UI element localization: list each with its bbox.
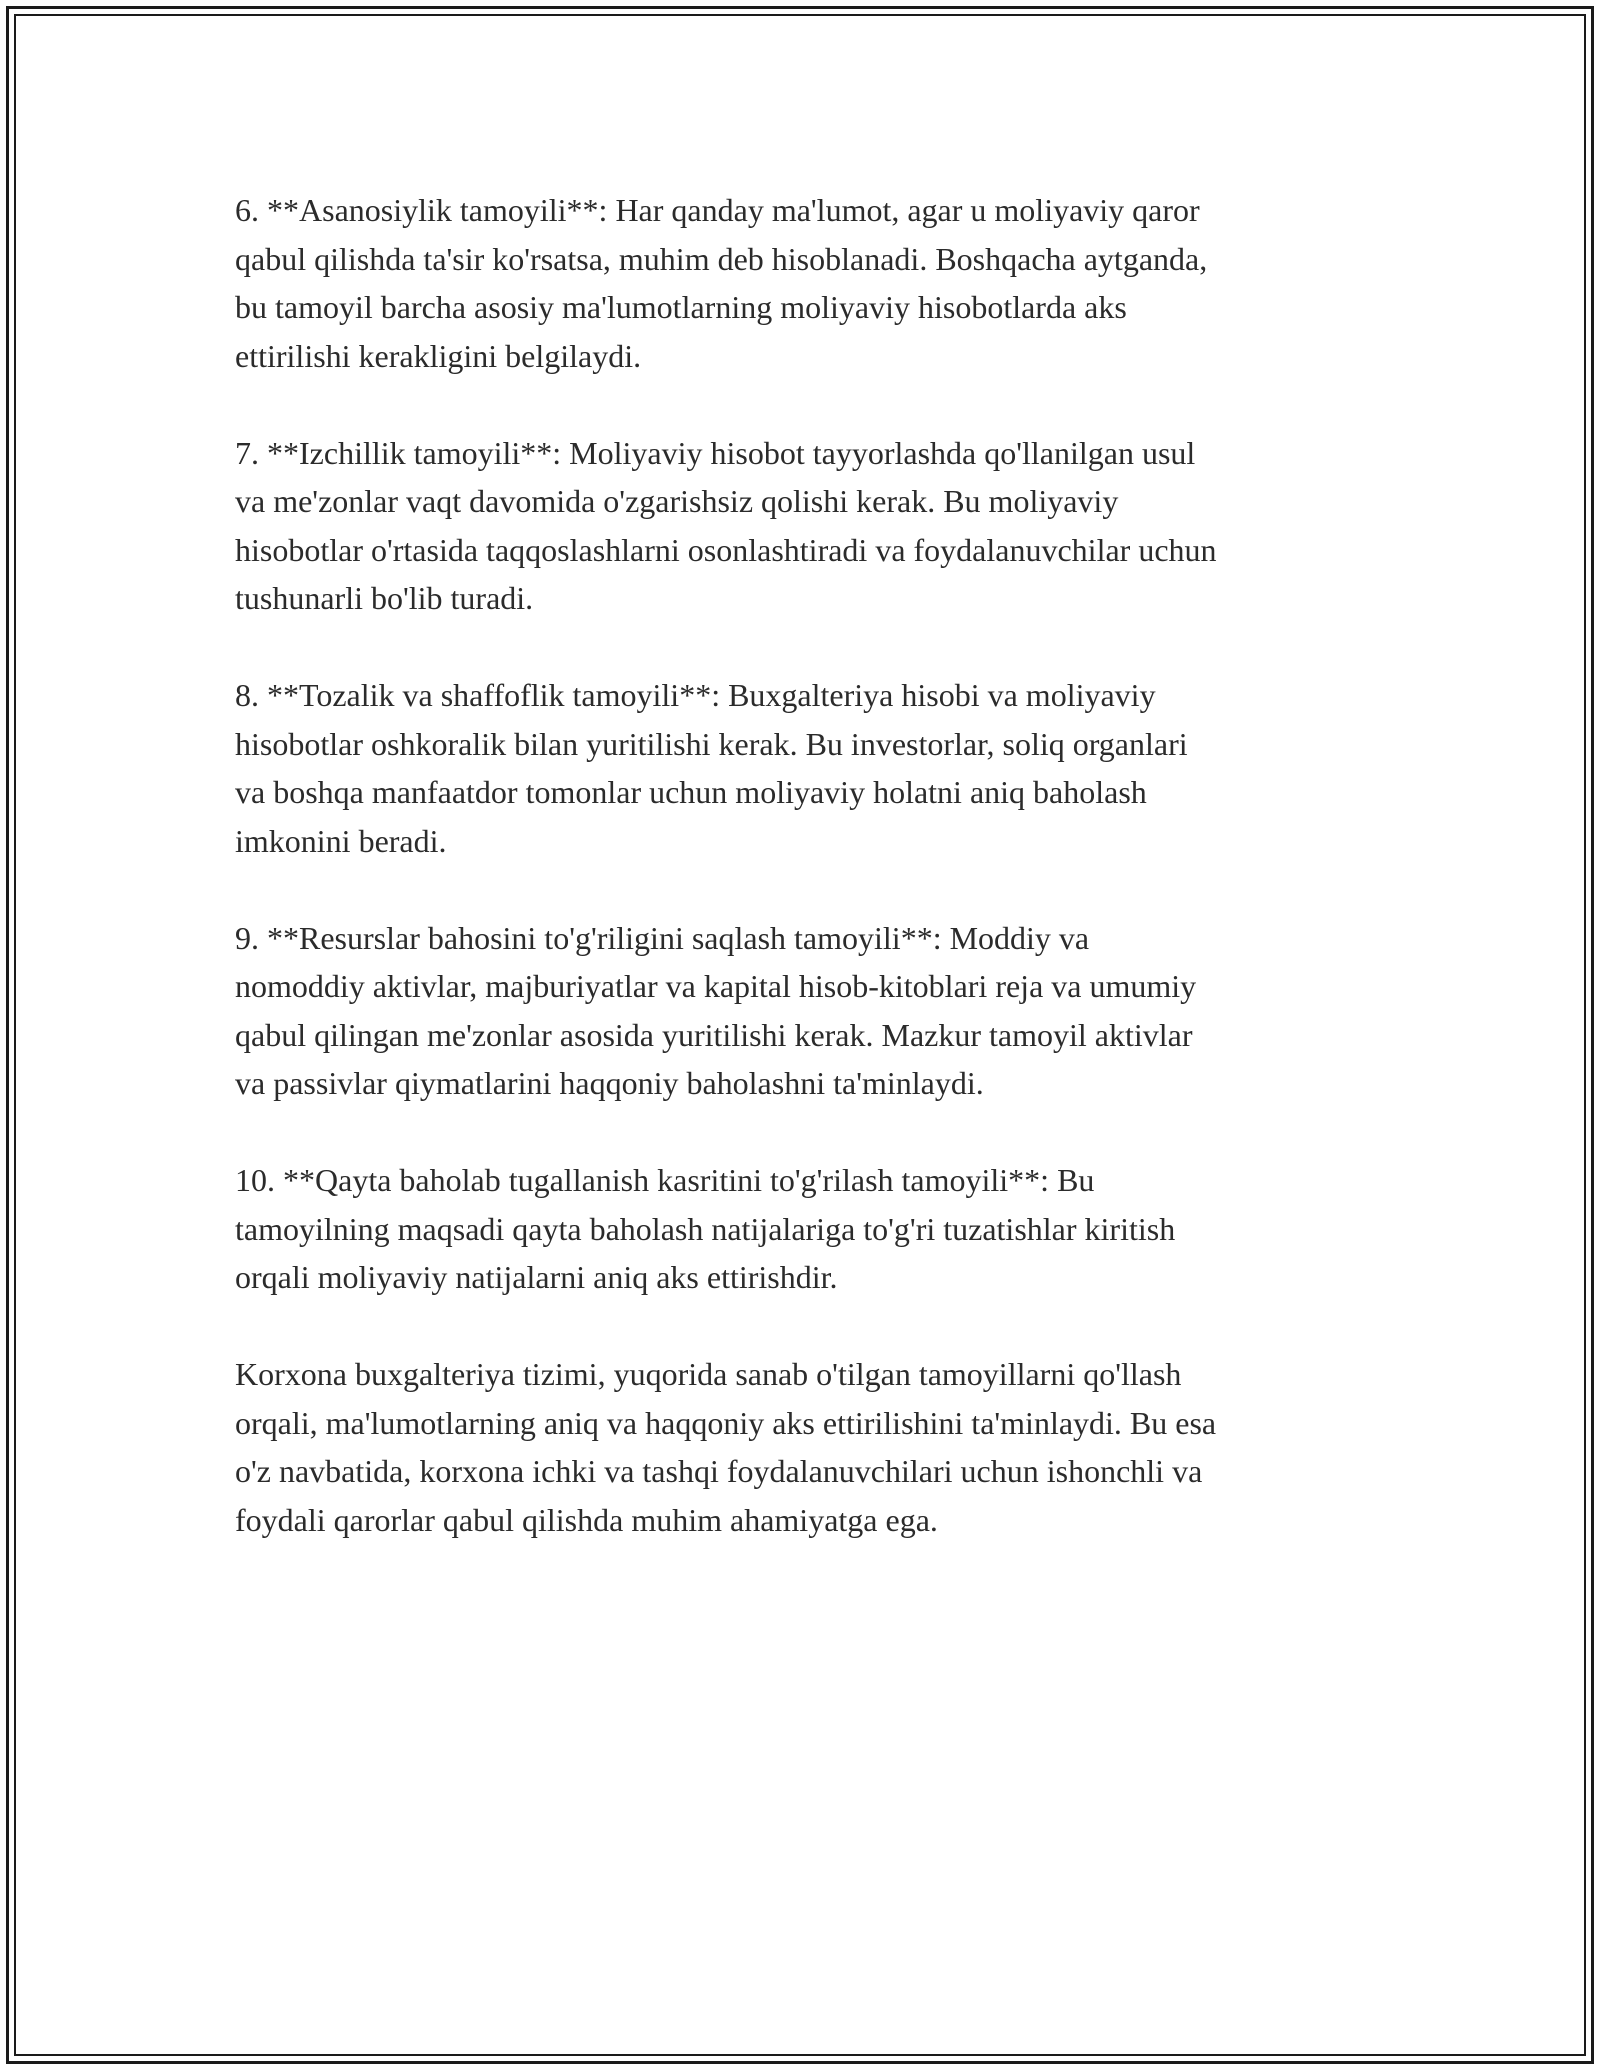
text-line: va me'zonlar vaqt davomida o'zgarishsiz qolishi kerak. Bu moliyaviy	[235, 483, 1119, 519]
text-line: orqali, ma'lumotlarning aniq va haqqoniy aks ettirilishini ta'minlaydi. Bu esa	[235, 1404, 1217, 1441]
text-line: orqali moliyaviy natijalarni aniq aks ettirishdir.	[235, 1259, 838, 1295]
text-line: va boshqa manfaatdor tomonlar uchun moliyaviy holatni aniq baholash	[235, 774, 1147, 810]
text-line: tushunarli bo'lib turadi.	[235, 580, 534, 616]
text-line: nomoddiy aktivlar, majburiyatlar va kapital hisob-kitoblari reja va umumiy	[235, 968, 1197, 1004]
paragraph-principle-9	[235, 914, 1375, 1108]
text-line: hisobotlar o'rtasida taqqoslashlarni osonlashtiradi va foydalanuvchilar uchun	[235, 531, 1217, 568]
document-body	[235, 186, 1375, 1593]
text-line: Korxona buxgalteriya tizimi, yuqorida sanab o'tilgan tamoyillarni qo'llash	[235, 1356, 1182, 1392]
text-line: ettirilishi kerakligini belgilaydi.	[235, 337, 642, 374]
text-line: o'z navbatida, korxona ichki va tashqi foydalanuvchilari uchun ishonchli va	[235, 1453, 1203, 1489]
text-line: 7. **Izchillik tamoyili**: Moliyaviy hisobot tayyorlashda qo'llanilgan usul	[235, 434, 1196, 471]
text-line: foydali qarorlar qabul qilishda muhim ahamiyatga ega.	[235, 1501, 938, 1538]
paragraph-principle-10	[235, 1156, 1375, 1302]
text-line: bu tamoyil barcha asosiy ma'lumotlarning moliyaviy hisobotlarda aks	[235, 289, 1127, 325]
text-line: 8. **Tozalik va shaffoflik tamoyili**: Buxgalteriya hisobi va moliyaviy	[235, 677, 1156, 713]
text-line: 6. **Asanosiylik tamoyili**: Har qanday ma'lumot, agar u moliyaviy qaror	[235, 192, 1200, 228]
paragraph-principle-6	[235, 186, 1375, 380]
text-line: va passivlar qiymatlarini haqqoniy baholashni ta'minlaydi.	[235, 1065, 984, 1101]
text-line: 9. **Resurslar bahosini to'g'riligini saqlash tamoyili**: Moddiy va	[235, 919, 1090, 956]
text-line: tamoyilning maqsadi qayta baholash natijalariga to'g'ri tuzatishlar kiritish	[235, 1210, 1176, 1247]
text-line: qabul qilingan me'zonlar asosida yuritilishi kerak. Mazkur tamoyil aktivlar	[235, 1016, 1193, 1053]
text-line: 10. **Qayta baholab tugallanish kasritini to'g'rilash tamoyili**: Bu	[235, 1162, 1095, 1198]
text-line: imkonini beradi.	[235, 822, 447, 859]
text-line: hisobotlar oshkoralik bilan yuritilishi kerak. Bu investorlar, soliq organlari	[235, 725, 1188, 762]
text-line: qabul qilishda ta'sir ko'rsatsa, muhim deb hisoblanadi. Boshqacha aytganda,	[235, 240, 1208, 277]
paragraph-conclusion	[235, 1350, 1375, 1544]
paragraph-principle-8	[235, 671, 1375, 865]
paragraph-principle-7	[235, 429, 1375, 623]
